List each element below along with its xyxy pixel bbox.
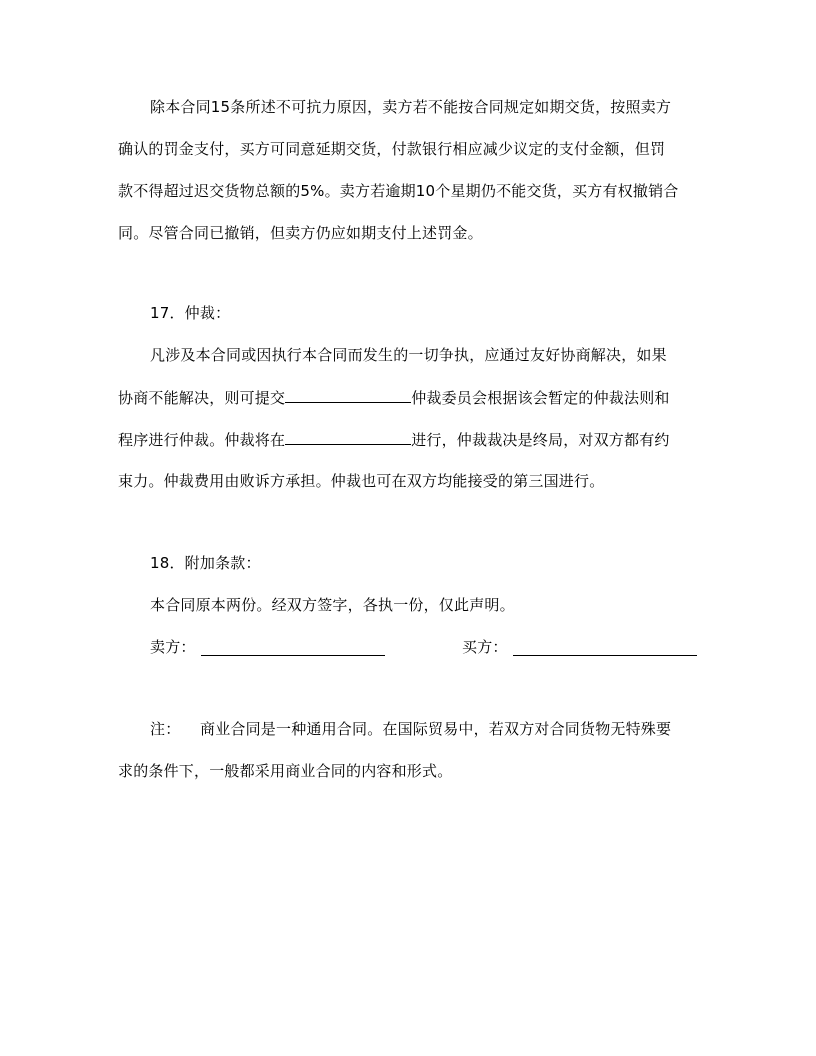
arbitration-place-blank[interactable] xyxy=(285,429,411,445)
clause16-line-2: 确认的罚金支付，买方可同意延期交货，付款银行相应减少议定的支付金额，但罚 xyxy=(118,140,666,158)
clause17-line-3-part-b: 进行，仲裁裁决是终局，对双方都有约 xyxy=(411,431,670,449)
clause16-line-1: 除本合同15条所述不可抗力原因，卖方若不能按合同规定如期交货，按照卖方 xyxy=(150,98,672,116)
clause17-line-3 xyxy=(118,429,670,450)
seller-label: 卖方： xyxy=(150,638,196,656)
seller-signature-line[interactable] xyxy=(201,654,385,656)
buyer-label: 买方： xyxy=(462,638,508,656)
note-line-1: 商业合同是一种通用合同。在国际贸易中，若双方对合同货物无特殊要 xyxy=(200,720,672,738)
clause17-line-4: 束力。仲裁费用由败诉方承担。仲裁也可在双方均能接受的第三国进行。 xyxy=(118,472,605,490)
clause16-line-4: 同。尽管合同已撤销，但卖方仍应如期支付上述罚金。 xyxy=(118,224,483,242)
clause18-heading: 18．附加条款： xyxy=(150,554,261,572)
buyer-signature-line[interactable] xyxy=(513,654,697,656)
clause17-line-2-part-b: 仲裁委员会根据该会暂定的仲裁法则和 xyxy=(411,389,670,407)
clause17-line-2 xyxy=(118,387,670,408)
clause17-heading: 17．仲裁： xyxy=(150,304,231,322)
note-line-2: 求的条件下，一般都采用商业合同的内容和形式。 xyxy=(118,762,453,780)
clause16-line-3: 款不得超过迟交货物总额的5%。卖方若逾期10个星期仍不能交货，买方有权撤销合 xyxy=(118,182,679,200)
clause17-line-2-part-a: 协商不能解决，则可提交 xyxy=(118,389,286,407)
clause17-line-1: 凡涉及本合同或因执行本合同而发生的一切争执，应通过友好协商解决，如果 xyxy=(150,346,667,364)
clause18-line-1: 本合同原本两份。经双方签字，各执一份，仅此声明。 xyxy=(150,596,515,614)
clause17-line-3-part-a: 程序进行仲裁。仲裁将在 xyxy=(118,431,286,449)
note-label: 注： xyxy=(150,720,181,738)
arbitration-commission-blank[interactable] xyxy=(285,387,411,403)
